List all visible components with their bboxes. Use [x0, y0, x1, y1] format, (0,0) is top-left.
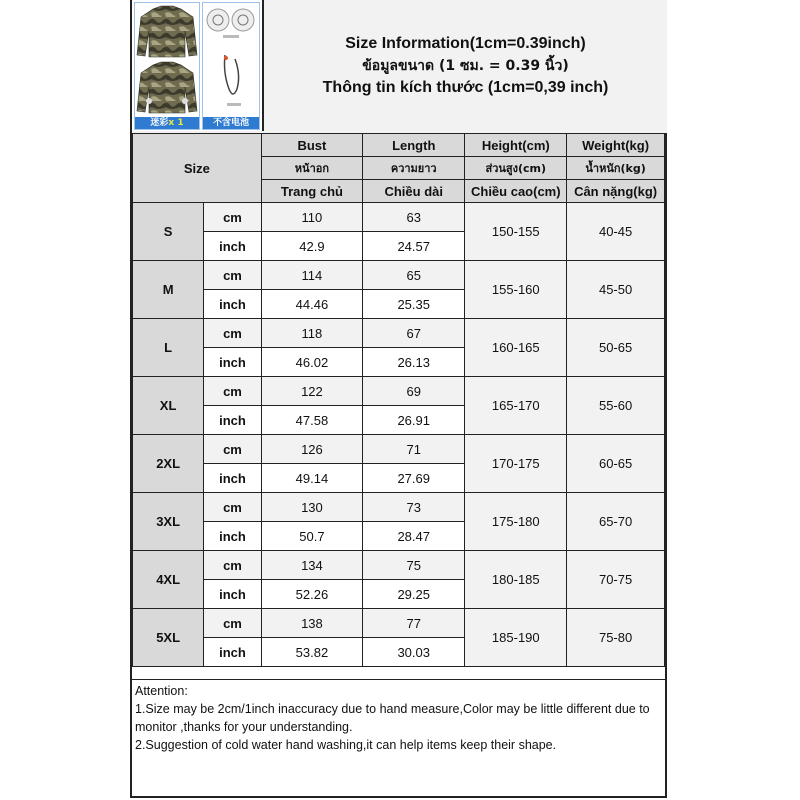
title-english: Size Information(1cm=0.39inch) [345, 34, 586, 52]
col-weight-th: น้ำหนัก(kg) [567, 157, 665, 180]
bust-inch: 44.46 [261, 290, 362, 319]
height-range: 155-160 [465, 261, 567, 319]
unit-inch: inch [204, 580, 262, 609]
unit-cm: cm [204, 493, 262, 522]
size-label: 2XL [133, 435, 204, 493]
jacket-qty: x 1 [168, 118, 184, 128]
length-cm: 63 [363, 203, 465, 232]
size-label: M [133, 261, 204, 319]
unit-cm: cm [204, 261, 262, 290]
size-row-cm [133, 493, 665, 522]
bust-cm: 118 [261, 319, 362, 348]
size-row-cm [133, 261, 665, 290]
bust-inch: 46.02 [261, 348, 362, 377]
height-range: 160-165 [465, 319, 567, 377]
accessory-tile [202, 2, 260, 130]
size-label: L [133, 319, 204, 377]
bust-inch: 52.26 [261, 580, 362, 609]
col-weight-en: Weight(kg) [567, 134, 665, 157]
size-table [132, 133, 665, 667]
height-range: 170-175 [465, 435, 567, 493]
camo-jacket-image [135, 3, 199, 117]
length-inch: 26.13 [363, 348, 465, 377]
length-inch: 26.91 [363, 406, 465, 435]
height-range: 175-180 [465, 493, 567, 551]
col-length-vi: Chiều dài [363, 180, 465, 203]
height-range: 165-170 [465, 377, 567, 435]
col-bust-th: หน้าอก [261, 157, 362, 180]
bust-inch: 53.82 [261, 638, 362, 667]
length-cm: 69 [363, 377, 465, 406]
bust-inch: 42.9 [261, 232, 362, 261]
col-length-th: ความยาว [363, 157, 465, 180]
length-cm: 75 [363, 551, 465, 580]
size-label: 3XL [133, 493, 204, 551]
height-range: 150-155 [465, 203, 567, 261]
length-inch: 30.03 [363, 638, 465, 667]
unit-cm: cm [204, 609, 262, 638]
size-row-cm [133, 435, 665, 464]
size-row-cm [133, 319, 665, 348]
length-cm: 73 [363, 493, 465, 522]
length-inch: 28.47 [363, 522, 465, 551]
header-section [132, 0, 667, 135]
length-cm: 71 [363, 435, 465, 464]
weight-range: 65-70 [567, 493, 665, 551]
length-inch: 25.35 [363, 290, 465, 319]
title-thai: ข้อมูลขนาด (1 ซม. = 0.39 นิ้ว) [362, 57, 569, 74]
length-cm: 65 [363, 261, 465, 290]
height-range: 180-185 [465, 551, 567, 609]
bust-cm: 110 [261, 203, 362, 232]
size-row-cm [133, 203, 665, 232]
unit-cm: cm [204, 551, 262, 580]
col-height-th: ส่วนสูง(cm) [465, 157, 567, 180]
unit-inch: inch [204, 232, 262, 261]
fan-and-cable-image [203, 3, 259, 117]
weight-range: 45-50 [567, 261, 665, 319]
unit-inch: inch [204, 638, 262, 667]
unit-inch: inch [204, 464, 262, 493]
jacket-label [135, 117, 199, 129]
weight-range: 50-65 [567, 319, 665, 377]
jacket-images-tile [134, 2, 200, 130]
bust-inch: 47.58 [261, 406, 362, 435]
bust-cm: 138 [261, 609, 362, 638]
bust-cm: 130 [261, 493, 362, 522]
col-bust-vi: Trang chủ [261, 180, 362, 203]
notes-heading: Attention: [135, 684, 188, 698]
col-height-vi: Chiều cao(cm) [465, 180, 567, 203]
note-2: 2.Suggestion of cold water hand washing,it can help items keep their shape. [135, 738, 557, 752]
unit-cm: cm [204, 319, 262, 348]
size-label: 5XL [133, 609, 204, 667]
product-images [132, 0, 262, 131]
unit-inch: inch [204, 348, 262, 377]
size-row-cm [133, 377, 665, 406]
weight-range: 40-45 [567, 203, 665, 261]
length-inch: 29.25 [363, 580, 465, 609]
size-label: XL [133, 377, 204, 435]
height-range: 185-190 [465, 609, 567, 667]
bust-cm: 134 [261, 551, 362, 580]
unit-cm: cm [204, 435, 262, 464]
size-row-cm [133, 609, 665, 638]
size-header: Size [133, 134, 262, 203]
unit-cm: cm [204, 377, 262, 406]
col-length-en: Length [363, 134, 465, 157]
col-weight-vi: Cân nặng(kg) [567, 180, 665, 203]
size-label: S [133, 203, 204, 261]
unit-inch: inch [204, 522, 262, 551]
header-row-en [133, 134, 665, 157]
title-vietnamese: Thông tin kích thước (1cm=0,39 inch) [322, 78, 609, 96]
weight-range: 60-65 [567, 435, 665, 493]
note-1: 1.Size may be 2cm/1inch inaccuracy due to hand measure,Color may be little different due to monitor ,thanks for your understanding. [135, 702, 650, 734]
size-info-title [262, 0, 667, 131]
weight-range: 55-60 [567, 377, 665, 435]
bust-cm: 126 [261, 435, 362, 464]
bust-inch: 49.14 [261, 464, 362, 493]
bust-inch: 50.7 [261, 522, 362, 551]
weight-range: 70-75 [567, 551, 665, 609]
col-height-en: Height(cm) [465, 134, 567, 157]
length-inch: 24.57 [363, 232, 465, 261]
length-cm: 67 [363, 319, 465, 348]
jacket-label-text: 迷彩 [150, 118, 169, 128]
size-chart-sheet [130, 0, 667, 798]
length-inch: 27.69 [363, 464, 465, 493]
size-row-cm [133, 551, 665, 580]
unit-inch: inch [204, 290, 262, 319]
attention-notes [132, 679, 667, 756]
unit-cm: cm [204, 203, 262, 232]
bust-cm: 122 [261, 377, 362, 406]
length-cm: 77 [363, 609, 465, 638]
unit-inch: inch [204, 406, 262, 435]
size-label: 4XL [133, 551, 204, 609]
no-battery-label: 不含电池 [203, 117, 259, 129]
bust-cm: 114 [261, 261, 362, 290]
col-bust-en: Bust [261, 134, 362, 157]
weight-range: 75-80 [567, 609, 665, 667]
